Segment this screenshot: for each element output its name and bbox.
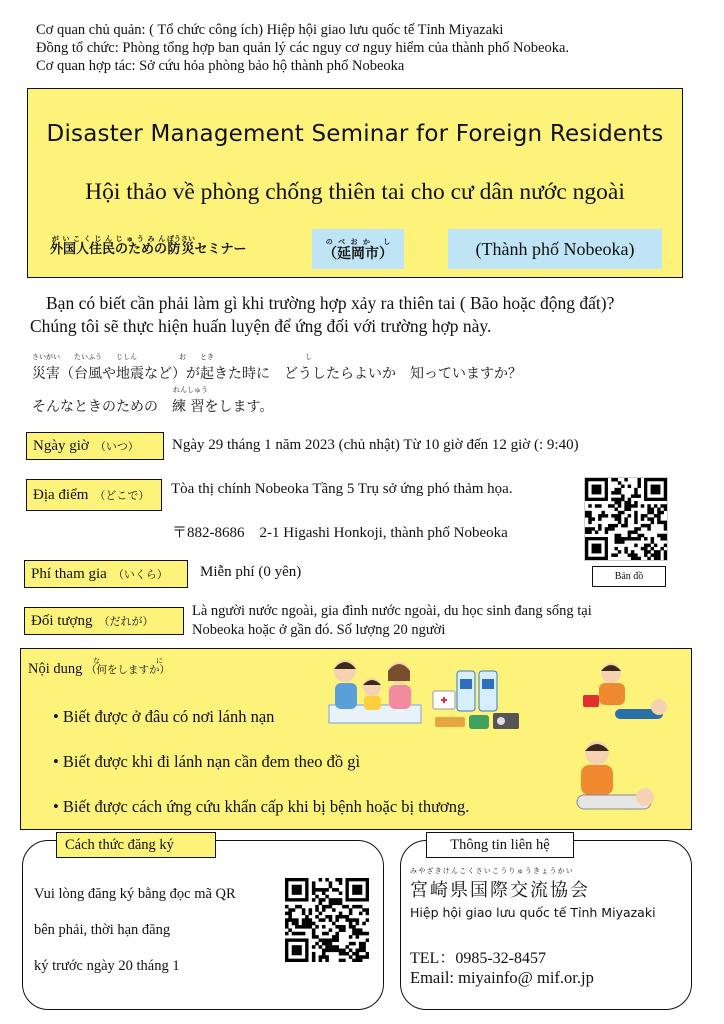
emergency-supplies-illustration xyxy=(429,665,525,737)
city-vietnamese-box: (Thành phố Nobeoka) xyxy=(448,229,662,269)
title-japanese: 外国人住民のためのがいこくじんじゅうみん防災ぼうさいセミナー xyxy=(50,235,247,257)
content-box xyxy=(20,648,692,830)
intro-jp-furigana2: れんしゅう xyxy=(173,386,208,394)
place-value: Tòa thị chính Nobeoka Tầng 5 Trụ sở ứng phó thảm họa. xyxy=(171,481,513,497)
intro-vi-line1: Bạn có biết cần phải làm gì khi trường hợp xảy ra thiên tai ( Bão hoặc động đất)? xyxy=(46,293,615,313)
registration-qr-code[interactable] xyxy=(285,878,369,962)
contact-tel: TEL：0985-32-8457 xyxy=(410,950,546,967)
registration-line3: ký trước ngày 20 tháng 1 xyxy=(34,958,180,974)
contact-org-furigana: みやざきけんこくさいこうりゅうきょうかい xyxy=(410,867,574,875)
title-box xyxy=(27,88,683,278)
city-japanese-box: （延岡市）のべおか し xyxy=(312,229,404,269)
contact-email: Email: miyainfo@ mif.or.jp xyxy=(410,968,594,987)
registration-line2: bên phải, thời hạn đăng xyxy=(34,922,171,938)
content-bullet-1: • Biết được ở đâu có nơi lánh nạn xyxy=(53,707,275,726)
title-english: Disaster Management Seminar for Foreign Residents xyxy=(46,121,664,147)
contact-org-japanese: 宮崎県国際交流協会 xyxy=(410,880,590,901)
target-line1: Là người nước ngoài, gia đình nước ngoài, du học sinh đang sống tại xyxy=(192,603,592,619)
organizer-line-2: Đồng tổ chức: Phòng tổng hợp ban quản lý các nguy cơ nguy hiểm của thành phố Nobeoka. xyxy=(36,40,570,56)
map-qr-code[interactable] xyxy=(584,477,668,561)
date-value: Ngày 29 tháng 1 năm 2023 (chủ nhật) Từ 10 giờ đến 12 giờ (: 9:40) xyxy=(172,437,579,453)
contact-org-vietnamese: Hiệp hội giao lưu quốc tế Tỉnh Miyazaki xyxy=(410,905,656,920)
postal-address: 〒882-8686 2-1 Higashi Honkoji, thành phố Nobeoka xyxy=(172,525,508,541)
contact-label: Thông tin liên hệ xyxy=(426,832,574,858)
fee-label: Phí tham gia （いくら） xyxy=(24,560,188,588)
place-label: Địa điểm （どこで） xyxy=(26,479,162,511)
registration-line1: Vui lòng đăng ký bằng đọc mã QR xyxy=(34,886,236,902)
organizer-line-3: Cơ quan hợp tác: Sở cứu hỏa phòng bảo hộ thành phố Nobeoka xyxy=(36,58,405,74)
content-bullet-3: • Biết được cách ứng cứu khẩn cấp khi bị bệnh hoặc bị thương. xyxy=(53,797,470,816)
organizer-line-1: Cơ quan chủ quản: ( Tổ chức công ích) Hiệp hội giao lưu quốc tế Tỉnh Miyazaki xyxy=(36,22,504,38)
content-label: Nội dung （何をしますか）なに xyxy=(28,657,170,677)
title-vietnamese: Hội thảo về phòng chống thiên tai cho cư dân nước ngoài xyxy=(85,179,625,205)
registration-label: Cách thức đăng ký xyxy=(56,832,216,858)
cpr-illustration xyxy=(559,735,655,825)
fee-value: Miễn phí (0 yên) xyxy=(200,564,302,580)
intro-jp-furigana1: さいがい たいふう じしん お とき し xyxy=(32,353,312,361)
intro-jp-line1: 災害（台風や地震など）が起きた時に どうしたらよいか 知っていますか？ xyxy=(32,366,522,382)
intro-vi-line2: Chúng tôi sẽ thực hiện huấn luyện để ứng đối với trường hợp này. xyxy=(30,316,492,336)
target-label: Đối tượng （だれが） xyxy=(24,607,184,635)
map-button[interactable]: Bản đồ xyxy=(592,566,666,587)
family-evacuation-illustration xyxy=(319,653,431,725)
target-line2: Nobeoka hoặc ở gần đó. Số lượng 20 người xyxy=(192,622,446,638)
content-bullet-2: • Biết được khi đi lánh nạn cần đem theo đồ gì xyxy=(53,752,361,771)
intro-jp-line2: そんなときのための 練 習をします。 xyxy=(32,399,274,415)
date-label: Ngày giờ （いつ） xyxy=(26,432,164,460)
first-aid-illustration xyxy=(577,655,669,727)
